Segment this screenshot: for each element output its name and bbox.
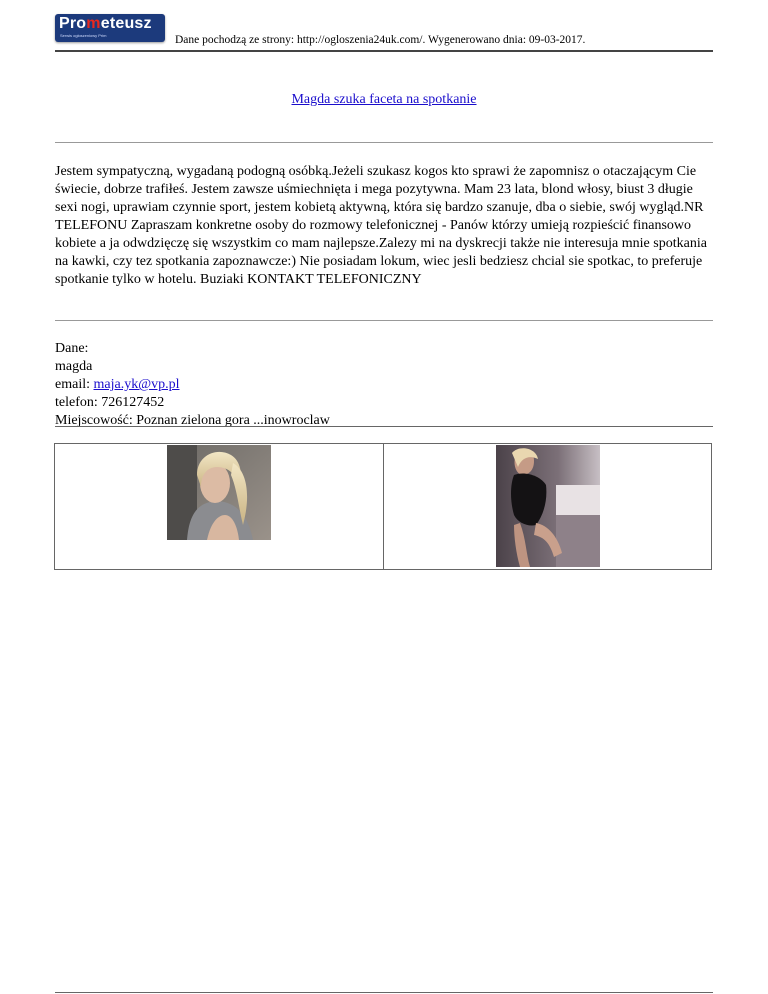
description-divider — [55, 320, 713, 321]
footer-divider — [55, 992, 713, 993]
photo-blonde-woman-image — [167, 445, 271, 540]
phone-label: telefon: — [55, 395, 102, 410]
phone-value: 726127452 — [101, 395, 165, 410]
header-divider — [55, 50, 713, 52]
email-label: email: — [55, 377, 94, 392]
listing-description: Jestem sympatyczną, wygadaną podogną osóbką.Jeżeli szukasz kogos kto sprawi że zapomnisz o otaczającym Cie świecie, dobrze trafiłeś. Jestem zawsze uśmiechnięta i mega pozytywna. Mam 23 lata, blond włosy, biust 3 długie sexi nogi, uprawiam czynnie sport, jestem kobietą aktywną, która się bardzo szanuje, dba o siebie, swój wygląd.NR TELEFONU Zapraszam konkretne osoby do rozmowy telefonicznej - Panów którzy umieją rozpieścić finansowo kobiete a ja odwdzięczę się wszystkim co mam najlepsze.Zalezy mi na dyskrecji także nie interesuja mnie spotkania na kawki, czy tez spotkania zapoznawcze:) Nie posiadam lokum, wiec jesli bedziesz chcial sie spotkac, to preferuje spotkanie tylko w hotelu. Buziaki KONTAKT TELEFONICZNY — [55, 164, 707, 287]
title-divider — [55, 142, 713, 143]
location-value: Poznan zielona gora ...inowroclaw — [136, 413, 330, 428]
details-divider — [55, 426, 713, 427]
source-line: Dane pochodzą ze strony: http://ogloszenia24uk.com/. Wygenerowano dnia: 09-03-2017. — [175, 34, 586, 46]
contact-details — [55, 340, 713, 430]
contact-email-row — [55, 376, 713, 394]
listing-title-link[interactable]: Magda szuka faceta na spotkanie — [291, 92, 477, 107]
photo-cell-right — [384, 444, 711, 569]
page-title — [55, 91, 713, 109]
photo-gallery — [54, 443, 712, 570]
photo-woman-black-bodysuit-image — [496, 445, 600, 567]
prometeusz-logo — [55, 14, 165, 42]
location-label: Miejscowość: — [55, 413, 137, 428]
photo-blonde-woman[interactable] — [167, 445, 271, 540]
contact-location-row — [55, 412, 713, 430]
contact-name: magda — [55, 359, 93, 374]
photo-woman-black-bodysuit[interactable] — [496, 445, 600, 567]
email-link[interactable]: maja.yk@vp.pl — [93, 377, 180, 392]
logo-wordmark: Prometeusz — [59, 15, 152, 32]
logo-tagline: Serwis ogłoszeniowy Prim — [60, 33, 107, 38]
contact-heading: Dane: — [55, 341, 89, 356]
contact-phone-row — [55, 394, 713, 412]
photo-cell-left — [55, 444, 384, 569]
